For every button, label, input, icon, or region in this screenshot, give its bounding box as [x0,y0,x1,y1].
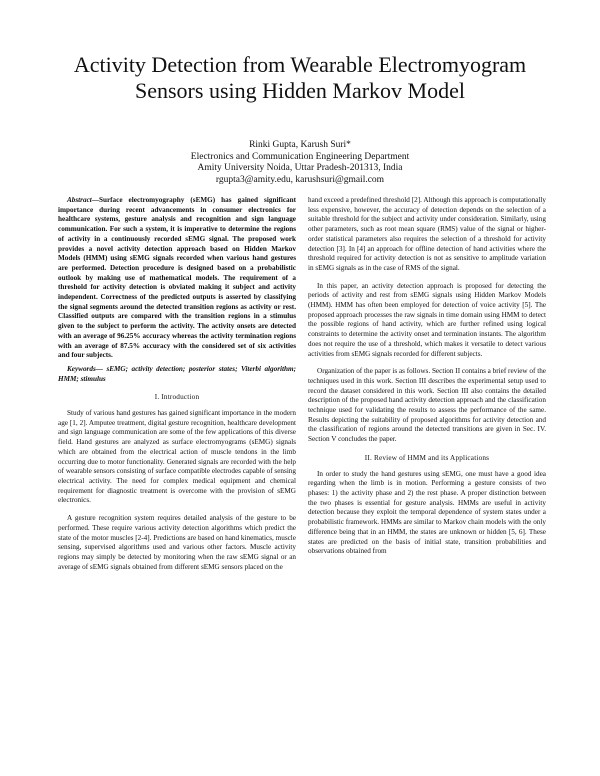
keywords: Keywords— sEMG; activity detection; posterior states; Viterbi algorithm; HMM; stimulus [58,364,296,383]
affiliation-university: Amity University Noida, Uttar Pradesh-201313, India [197,163,403,174]
title-line-1: Activity Detection from Wearable Electromyogram [73,52,527,77]
title-line-2: Sensors using Hidden Markov Model [135,78,465,103]
author-emails: rgupta3@amity.edu, karushsuri@gmail.com [215,174,385,185]
body-paragraph: In this paper, an activity detection approach is proposed for detecting the periods of activity and rest from sEMG signals using Hidden Markov Models (HMM). HMM has often been employed for detection of voice activity [5]. The proposed approach processes the raw signals in time domain using HMM to detect the possible regions of hand activity, which are further refined using logical constraints to determine the activity onset and termination instants. The algorithm does not require the use of a threshold, which makes it versatile to detect various activities from sEMG signals recorded for different subjects. [308,281,546,358]
paper-title [40,52,560,104]
left-column [58,196,296,572]
author-block [100,140,500,186]
body-paragraph: Organization of the paper is as follows. Section II contains a brief review of the techniques used in this work. Section III describes the experimental setup used to record the dataset considered in this work. Section III also contains the detailed description of the proposed hand activity detection approach and the classification technique used for validating the results to assess the performance of the same. Results depicting the suitability of proposed algorithms for activity detection and the classification of regions around the detected transitions are given in Sec. IV. Section V concludes the paper. [308,367,546,444]
abstract-paragraph [58,196,296,361]
section-heading-introduction: I. Introduction [154,393,200,402]
body-paragraph: In order to study the hand gestures using sEMG, one must have a good idea regarding when the limb is in motion. Performing a gesture consists of two phases: 1) the activity phase and 2) the rest phase. A proper distinction between the two phases is essential for gesture analysis. HMMs are useful in activity detection because they exploit the temporal dependence of system states under a probabilistic framework. HMMs are similar to Markov chain models with the only difference being that in an HMM, the states are unknown or hidden [5, 6]. These states are predicted on the basis of initial state, transition probabilities and observations obtained from [308,469,546,556]
affiliation-department: Electronics and Communication Engineering Department [190,151,410,162]
author-names: Rinki Gupta, Karush Suri* [249,140,351,150]
section-heading-review: II. Review of HMM and its Applications [364,453,490,462]
abstract-text: —Surface electromyography (sEMG) has gained significant importance during recent advancements in consumer electronics for healthcare systems, gesture analysis and recognition and sign language communication. For such a system, it is imperative to determine the regions of activity in a continuously recorded sEMG signal. The proposed work provides a novel activity detection approach based on Hidden Markov Models (HMM) using sEMG signals recorded when various hand gestures are performed. Detection procedure is designed based on a probabilistic outlook by making use of mathematical models. The requirement of a threshold for activity detection is obviated making it subject and activity independent. Correctness of the predicted outputs is asserted by classifying the signal segments around the detected transition regions as activity or rest. Classified outputs are compared with the transition regions in a stimulus given to the subject to perform the activity. The activity onsets are detected with an average of 96.25% accuracy whereas the activity termination regions with an average of 87.5% accuracy with the considered set of six activities and four subjects. [58,196,296,360]
abstract-label: Abstract [67,196,92,204]
right-column [308,196,546,557]
body-paragraph: Study of various hand gestures has gained significant importance in the modern age [1, 2]. Amputee treatment, digital gesture recognition, healthcare development and sign language communication are some of the few applications of this diverse field. Hand gestures are analyzed as surface electromyograms (sEMG) signals which are obtained from the electrical action of muscle tendons in the limb occurring due to motor functionality. Generated signals are recorded with the help of wearable sensors consisting of surface compatible electrodes capable of sensing electrical activity. The need for complex medical equipment and chemical requirement for diagnostic treatment is overcome with the provision of sEMG electronics. [58,409,296,505]
body-paragraph: hand exceed a predefined threshold [2]. Although this approach is computationally less expensive, however, the accuracy of detection depends on the selection of a suitable threshold for the subject and activity under consideration. Similarly, using other parameters, such as root mean square (RMS) value of the signal or higher-order statistical parameters also requires the selection of a threshold for activity detection [3]. In [4] an approach for offline detection of hand activities where the threshold required for activity detection is not as sensitive to amplitude variation in sEMG signals as in the case of RMS of the signal. [308,196,546,272]
body-paragraph: A gesture recognition system requires detailed analysis of the gesture to be performed. These require various activity detection algorithms which predict the state of the motor muscles [2-4]. Predictions are based on hand kinematics, muscle sensing, supervised algorithms used and various other factors. Muscle activity regions may simply be detected by monitoring when the raw sEMG signal or an average of sEMG signals obtained from different sEMG sensors placed on the [58,514,296,571]
